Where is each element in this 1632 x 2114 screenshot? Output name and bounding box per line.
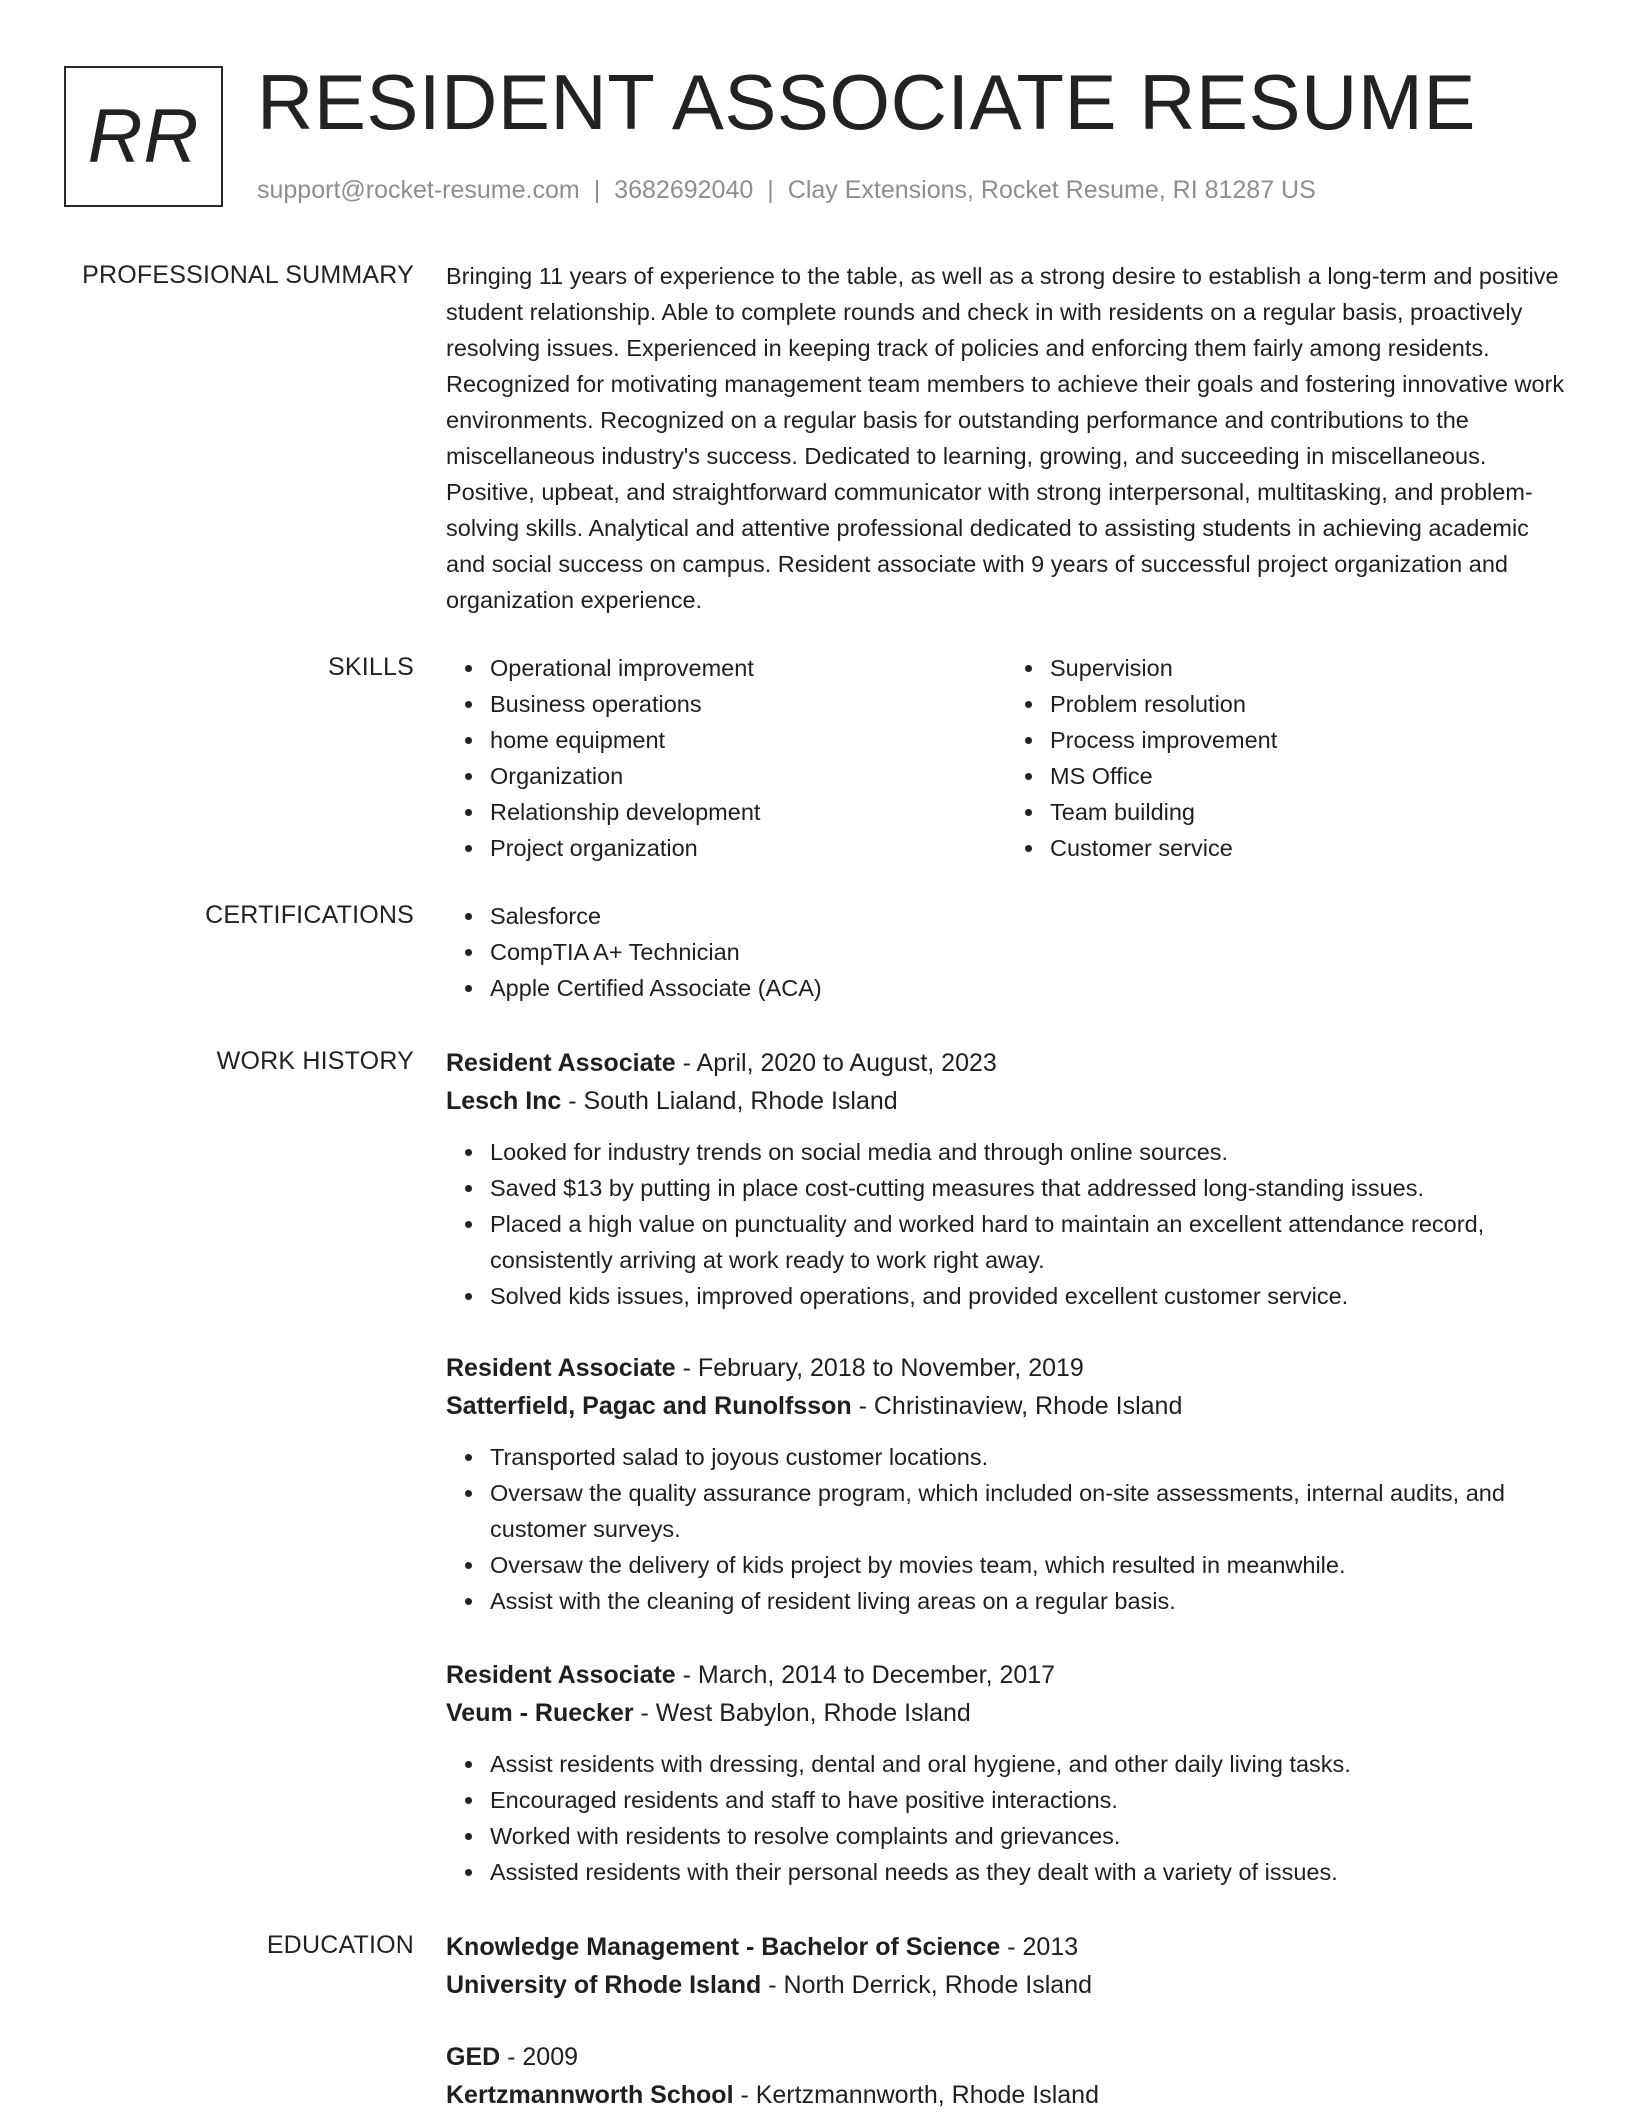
education-school-line: [446, 2076, 1566, 2114]
education-entry: [446, 1928, 1566, 2004]
contact-line: [257, 174, 1316, 206]
skill-item: Operational improvement: [490, 650, 1006, 686]
job-bullet: Placed a high value on punctuality and worked hard to maintain an excellent attendance record, consistently arriving at work ready to work right away.: [490, 1206, 1566, 1278]
skill-item: Customer service: [1050, 830, 1566, 866]
job-bullet: Assisted residents with their personal needs as they dealt with a variety of issues.: [490, 1854, 1566, 1890]
monogram-badge: [64, 66, 223, 207]
skill-item: Organization: [490, 758, 1006, 794]
job-bullet: Transported salad to joyous customer locations.: [490, 1439, 1566, 1475]
job-dates: - April, 2020 to August, 2023: [675, 1049, 997, 1077]
section-label-skills: SKILLS: [328, 653, 414, 681]
job-bullet: Oversaw the delivery of kids project by movies team, which resulted in meanwhile.: [490, 1547, 1566, 1583]
job-bullet: Looked for industry trends on social media and through online sources.: [490, 1134, 1566, 1170]
skill-item: MS Office: [1050, 758, 1566, 794]
skill-item: Supervision: [1050, 650, 1566, 686]
education-degree: Knowledge Management - Bachelor of Science: [446, 1933, 1001, 1961]
job-company-line: [446, 1387, 1566, 1425]
certification-item: CompTIA A+ Technician: [490, 934, 1566, 970]
skill-item: Problem resolution: [1050, 686, 1566, 722]
job-title: Resident Associate: [446, 1049, 676, 1077]
education-school: Kertzmannworth School: [446, 2081, 734, 2109]
education-degree: GED: [446, 2043, 501, 2071]
job-company: Satterfield, Pagac and Runolfsson: [446, 1392, 852, 1420]
education-year: - 2013: [1000, 1933, 1079, 1961]
job-location: - South Lialand, Rhode Island: [561, 1087, 898, 1115]
contact-separator: |: [593, 176, 601, 204]
skills-list-right: [1006, 650, 1566, 866]
contact-address: Clay Extensions, Rocket Resume, RI 81287 US: [787, 176, 1316, 204]
job-company-line: [446, 1082, 1566, 1120]
job-title: Resident Associate: [446, 1354, 676, 1382]
job-company-line: [446, 1694, 1566, 1732]
education-school: University of Rhode Island: [446, 1971, 762, 1999]
job-bullet: Encouraged residents and staff to have positive interactions.: [490, 1782, 1566, 1818]
certification-item: Salesforce: [490, 898, 1566, 934]
job-bullets: [446, 1439, 1566, 1619]
section-label-work-history: WORK HISTORY: [216, 1047, 414, 1075]
monogram-initials: RR: [87, 94, 200, 179]
certification-item: Apple Certified Associate (ACA): [490, 970, 1566, 1006]
job-title-line: [446, 1044, 1566, 1082]
certifications-body: [446, 898, 1566, 1006]
job-entry: [446, 1044, 1566, 1314]
section-label-summary: PROFESSIONAL SUMMARY: [82, 261, 414, 289]
job-entry: [446, 1349, 1566, 1619]
education-year: - 2009: [500, 2043, 579, 2071]
skills-list-left: [446, 650, 1006, 866]
education-entry: [446, 2038, 1566, 2114]
skill-item: home equipment: [490, 722, 1006, 758]
summary-body: [446, 258, 1566, 618]
skill-item: Team building: [1050, 794, 1566, 830]
contact-email[interactable]: support@rocket-resume.com: [257, 176, 580, 204]
job-dates: - March, 2014 to December, 2017: [675, 1661, 1056, 1689]
job-location: - West Babylon, Rhode Island: [633, 1699, 971, 1727]
education-degree-line: [446, 1928, 1566, 1966]
certifications-list: [446, 898, 1566, 1006]
resume-title: RESIDENT ASSOCIATE RESUME: [257, 58, 1476, 146]
job-title: Resident Associate: [446, 1661, 676, 1689]
contact-phone[interactable]: 3682692040: [614, 176, 754, 204]
education-school-line: [446, 1966, 1566, 2004]
skill-item: Relationship development: [490, 794, 1006, 830]
job-entry: [446, 1656, 1566, 1890]
job-title-line: [446, 1656, 1566, 1694]
contact-separator: |: [767, 176, 774, 204]
job-location: - Christinaview, Rhode Island: [851, 1392, 1183, 1420]
job-bullets: [446, 1746, 1566, 1890]
skill-item: Project organization: [490, 830, 1006, 866]
job-bullet: Assist with the cleaning of resident living areas on a regular basis.: [490, 1583, 1566, 1619]
summary-text: Bringing 11 years of experience to the table, as well as a strong desire to establish a long-term and positive student relationship. Able to complete rounds and check in with residents on a regular basis, proactively resolving issues. Experienced in keeping track of policies and enforcing them fairly among residents. Recognized for motivating management team members to achieve their goals and fostering innovative work environments. Recognized on a regular basis for outstanding performance and contributions to the miscellaneous industry's success. Dedicated to learning, growing, and succeeding in miscellaneous. Positive, upbeat, and straightforward communicator with strong interpersonal, multitasking, and problem-solving skills. Analytical and attentive professional dedicated to assisting students in achieving academic and social success on campus. Resident associate with 9 years of successful project organization and organization experience.: [446, 263, 1565, 613]
education-degree-line: [446, 2038, 1566, 2076]
job-bullet: Saved $13 by putting in place cost-cutting measures that addressed long-standing issues.: [490, 1170, 1566, 1206]
education-location: - North Derrick, Rhode Island: [761, 1971, 1093, 1999]
skills-body: [446, 650, 1566, 866]
education-location: - Kertzmannworth, Rhode Island: [733, 2081, 1099, 2109]
job-company: Veum - Ruecker: [446, 1699, 634, 1727]
skills-columns: [446, 650, 1566, 866]
skill-item: Business operations: [490, 686, 1006, 722]
job-company: Lesch Inc: [446, 1087, 562, 1115]
job-dates: - February, 2018 to November, 2019: [675, 1354, 1084, 1382]
job-bullets: [446, 1134, 1566, 1314]
job-bullet: Oversaw the quality assurance program, which included on-site assessments, internal audits, and customer surveys.: [490, 1475, 1566, 1547]
job-title-line: [446, 1349, 1566, 1387]
skill-item: Process improvement: [1050, 722, 1566, 758]
job-bullet: Worked with residents to resolve complaints and grievances.: [490, 1818, 1566, 1854]
section-label-certifications: CERTIFICATIONS: [205, 901, 414, 929]
job-bullet: Solved kids issues, improved operations, and provided excellent customer service.: [490, 1278, 1566, 1314]
section-label-education: EDUCATION: [266, 1931, 414, 1959]
job-bullet: Assist residents with dressing, dental and oral hygiene, and other daily living tasks.: [490, 1746, 1566, 1782]
